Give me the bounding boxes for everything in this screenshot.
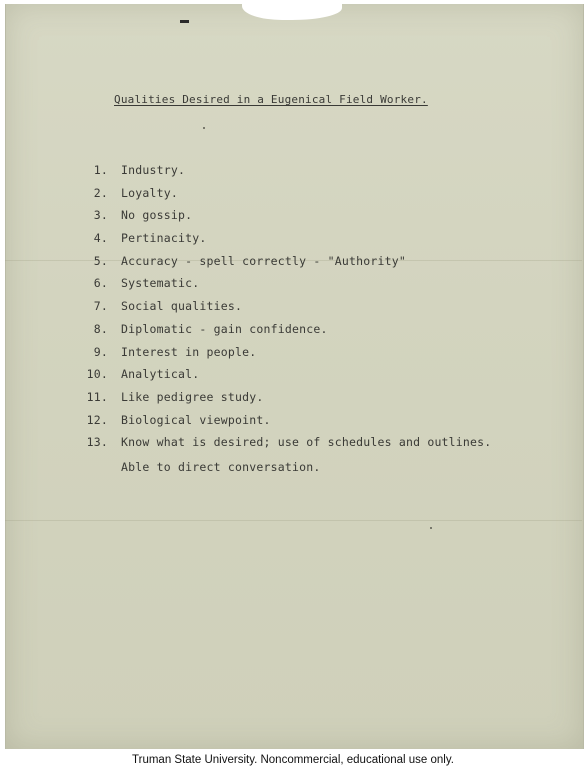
item-continuation: Able to direct conversation. <box>121 460 321 474</box>
item-number: 9. <box>93 344 108 359</box>
item-number: 13. <box>86 435 108 450</box>
item-number: 4. <box>93 231 108 246</box>
list-item <box>0 390 586 413</box>
item-number: 6. <box>93 276 108 291</box>
paper-speck <box>203 127 205 129</box>
paper-mark <box>180 20 189 23</box>
item-text: Analytical. <box>121 367 200 382</box>
list-item <box>0 163 586 186</box>
list-item <box>0 299 586 322</box>
item-number: 5. <box>93 253 108 268</box>
list-item <box>0 186 586 209</box>
item-text: No gossip. <box>121 208 193 223</box>
item-text: Systematic. <box>121 276 200 291</box>
item-text: Social qualities. <box>121 299 243 314</box>
paper-speck <box>430 527 432 529</box>
item-text: Like pedigree study. <box>121 389 264 404</box>
item-number: 2. <box>93 185 108 200</box>
item-number: 8. <box>93 321 108 336</box>
item-number: 1. <box>93 163 108 177</box>
item-number: 11. <box>86 389 108 404</box>
fold-line <box>5 520 582 521</box>
list-item <box>0 345 586 368</box>
item-text: Know what is desired; use of schedules and outlines. <box>121 435 492 450</box>
list-item <box>0 367 586 390</box>
list-item <box>0 254 586 277</box>
list-item <box>0 413 586 436</box>
list-item <box>0 322 586 345</box>
item-text: Interest in people. <box>121 344 257 359</box>
item-text: Biological viewpoint. <box>121 412 271 427</box>
item-text: Industry. <box>121 163 186 177</box>
item-number: 10. <box>86 367 108 382</box>
item-text: Diplomatic - gain confidence. <box>121 321 328 336</box>
item-number: 7. <box>93 299 108 314</box>
item-number: 12. <box>86 412 108 427</box>
list-item <box>0 231 586 254</box>
document-title: Qualities Desired in a Eugenical Field Worker. <box>114 93 428 106</box>
item-number: 3. <box>93 208 108 223</box>
item-text: Loyalty. <box>121 185 178 200</box>
list-item <box>0 435 586 458</box>
item-text: Pertinacity. <box>121 231 207 246</box>
list-item <box>0 276 586 299</box>
list-item <box>0 208 586 231</box>
qualities-list <box>0 163 586 458</box>
item-text: Accuracy - spell correctly - "Authority" <box>121 253 406 268</box>
footer-credit: Truman State University. Noncommercial, educational use only. <box>132 754 454 766</box>
